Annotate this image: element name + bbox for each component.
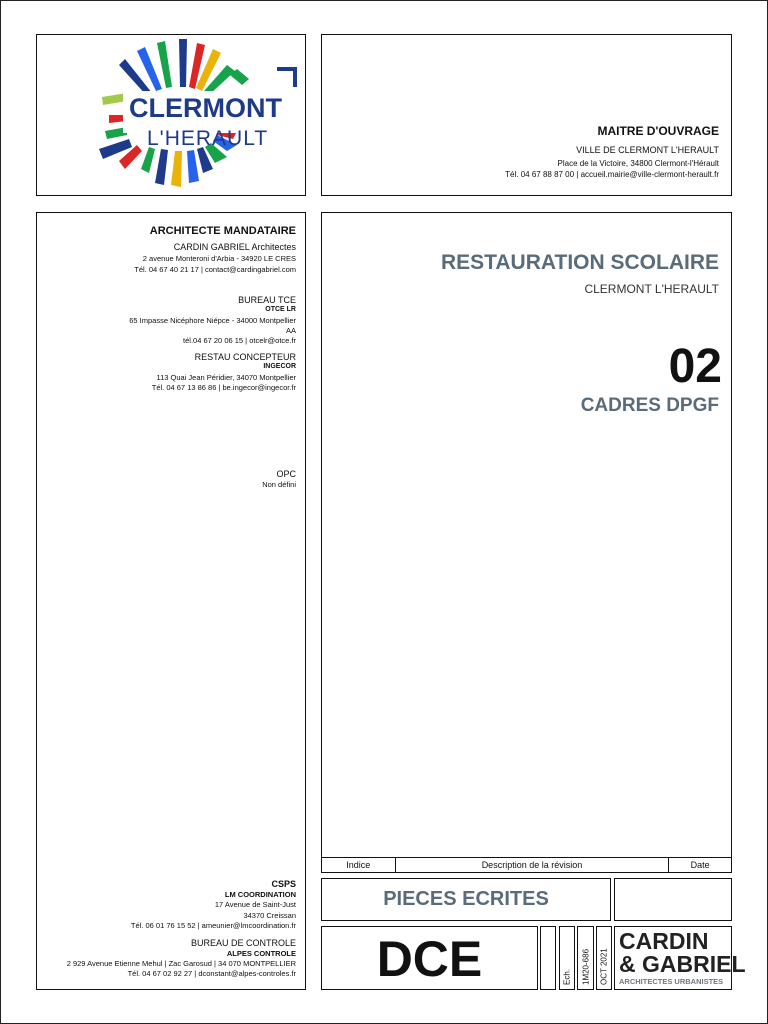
rev-indice: Indice [322, 858, 396, 872]
mo-address: Place de la Victoire, 34800 Clermont-l'Hérault [557, 159, 719, 168]
phase-label: DCE [376, 931, 483, 987]
tce-contact: tél.04 67 20 06 15 | otcelr@otce.fr [183, 336, 296, 345]
logo-box [36, 34, 306, 196]
maitre-ouvrage-box [321, 34, 732, 196]
mo-name: VILLE DE CLERMONT L'HERAULT [576, 145, 719, 155]
title-box [321, 212, 732, 873]
controle-heading: BUREAU DE CONTROLE [190, 938, 296, 948]
cartouche-col-date [596, 926, 612, 990]
controle-name: ALPES CONTROLE [226, 949, 296, 958]
revision-header [321, 857, 732, 873]
phase-box [321, 926, 538, 990]
cg-line2: & GABRIEL [619, 951, 746, 977]
clermont-logo [37, 35, 305, 195]
restau-heading: RESTAU CONCEPTEUR [194, 352, 296, 362]
cartouche-ech: Ech. [562, 968, 572, 985]
csps-address1: 17 Avenue de Saint-Just [214, 900, 296, 909]
rev-date: Date [690, 860, 710, 870]
cartouche-ref: 1M20-686 [581, 948, 590, 985]
restau-name: INGECOR [263, 363, 296, 370]
rev-description: Description de la révision [396, 858, 670, 872]
controle-contact: Tél. 04 67 02 92 27 | dconstant@alpes-controles.fr [127, 969, 296, 978]
cartouche-col-ech [559, 926, 575, 990]
document-title: CADRES DPGF [580, 395, 719, 416]
blank-box [614, 878, 732, 921]
pieces-box [321, 878, 611, 921]
tce-address2: AA [285, 326, 296, 335]
cartouche-col-ref [577, 926, 594, 990]
document-number: 02 [668, 340, 722, 393]
csps-address2: 34370 Creissan [243, 911, 296, 920]
restau-contact: Tél. 04 67 13 86 86 | be.ingecor@ingecor.fr [151, 383, 296, 392]
tce-address: 65 Impasse Nicéphore Niépce - 34000 Montpellier [129, 316, 296, 325]
project-location: CLERMONT L'HERAULT [584, 282, 719, 296]
archi-address: 2 avenue Monteroni d'Arbia - 34920 LE CRES [142, 254, 296, 263]
pieces-title: PIECES ECRITES [383, 888, 549, 910]
controle-address: 2 929 Avenue Etienne Mehul | Zac Garosud | 34 070 MONTPELLIER [66, 959, 296, 968]
mo-heading: MAITRE D'OUVRAGE [597, 124, 719, 138]
cg-line1: CARDIN [619, 928, 709, 954]
opc-value: Non défini [262, 480, 296, 489]
mo-contact: Tél. 04 67 88 87 00 | accueil.mairie@ville-clermont-herault.fr [505, 170, 719, 179]
csps-heading: CSPS [271, 879, 296, 889]
csps-contact: Tél. 06 01 76 15 52 | ameunier@lmcoordination.fr [130, 921, 296, 930]
archi-heading: ARCHITECTE MANDATAIRE [149, 225, 296, 237]
restau-address: 113 Quai Jean Péridier, 34070 Montpellier [156, 373, 296, 382]
archi-name: CARDIN GABRIEL Architectes [173, 242, 296, 252]
architect-logo-box [614, 926, 746, 990]
logo-line1: CLERMONT [129, 93, 282, 123]
tce-heading: BUREAU TCE [238, 295, 296, 305]
cartouche-date: OCT 2021 [599, 948, 609, 985]
tce-name: OTCE LR [265, 306, 296, 313]
csps-name: LM COORDINATION [224, 890, 296, 899]
project-title: RESTAURATION SCOLAIRE [440, 251, 719, 274]
archi-contact: Tél. 04 67 40 21 17 | contact@cardingabriel.com [134, 265, 296, 274]
intervenants-box [36, 212, 306, 990]
opc-heading: OPC [276, 469, 296, 479]
logo-line2: L'HERAULT [147, 127, 269, 150]
cartouche-col-1 [540, 926, 556, 990]
cg-line3: ARCHITECTES URBANISTES [619, 977, 724, 986]
